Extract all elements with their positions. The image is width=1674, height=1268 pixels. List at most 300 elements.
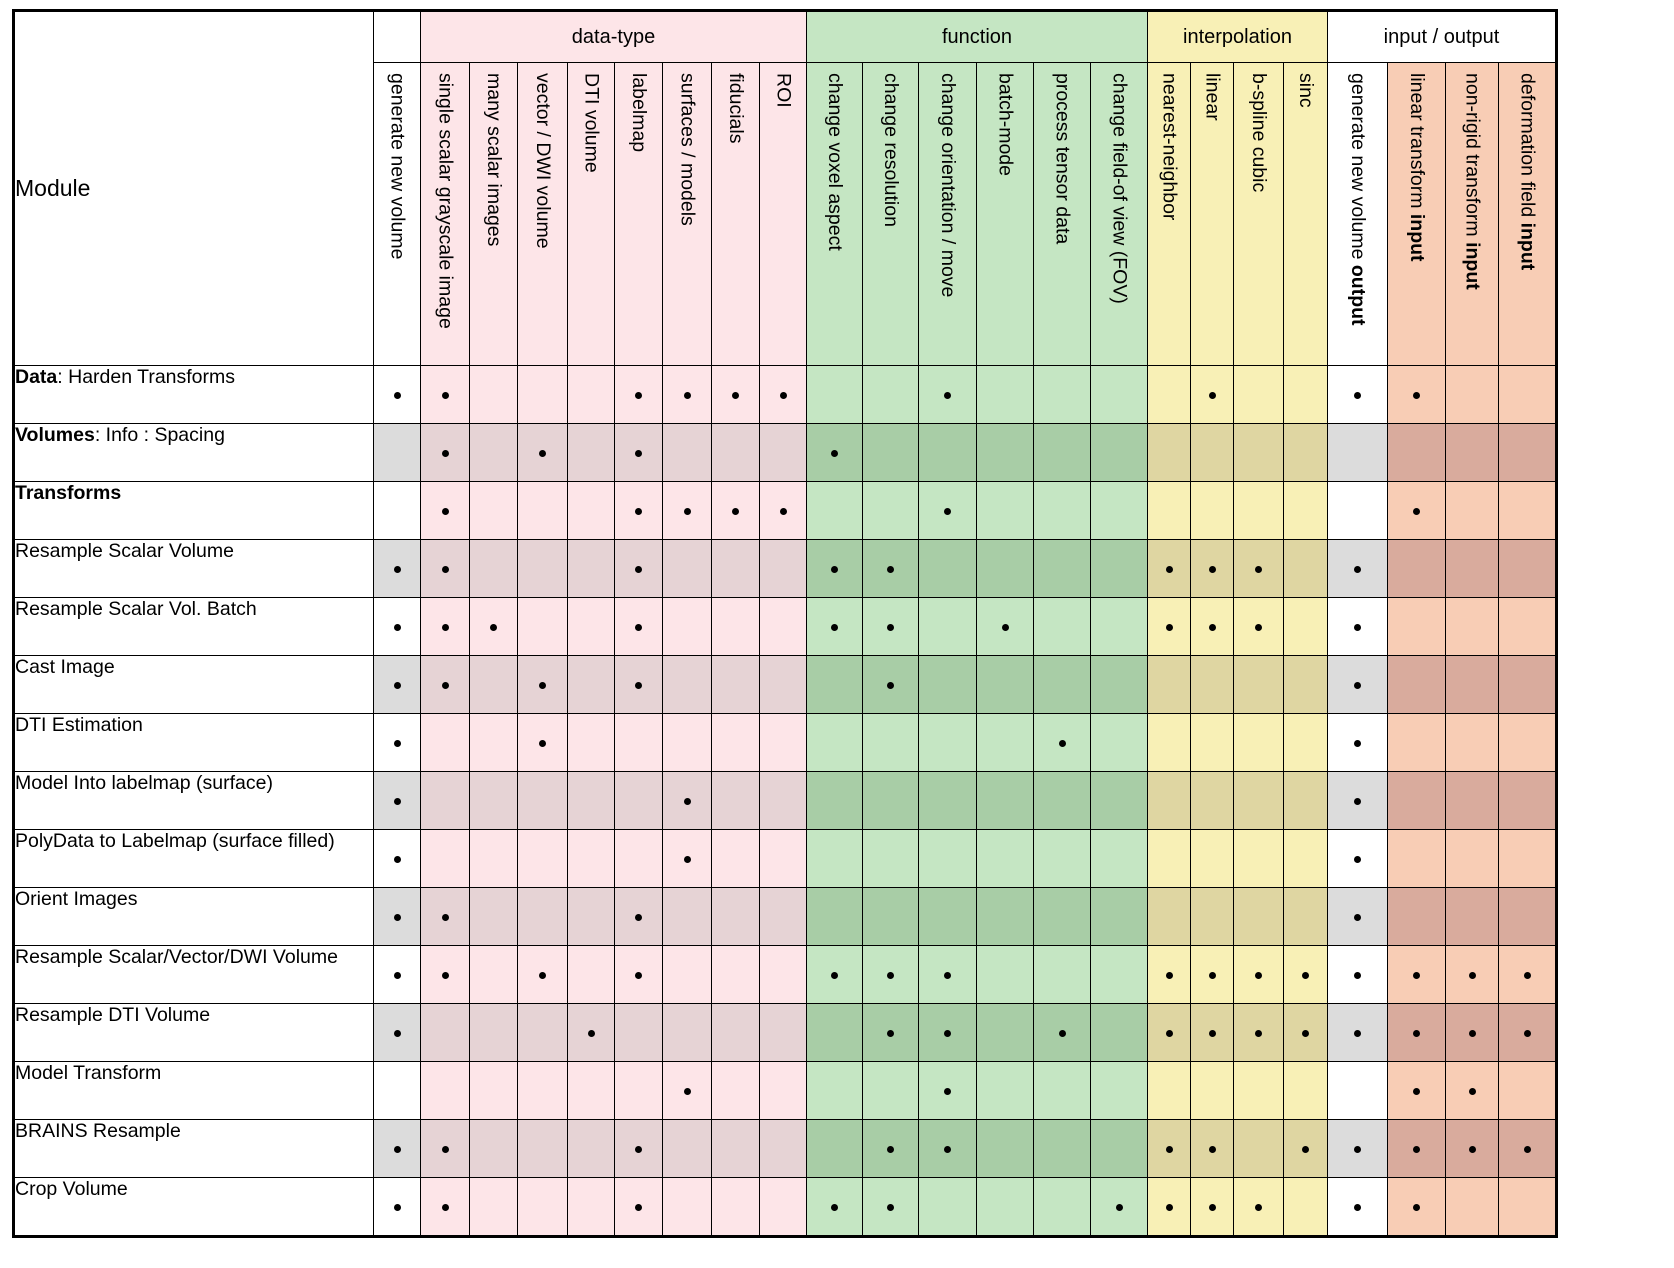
- matrix-cell: [1284, 540, 1328, 598]
- matrix-cell: [807, 482, 863, 540]
- checkmark-dot-icon: [887, 1030, 894, 1037]
- matrix-cell: [615, 888, 663, 946]
- matrix-cell: [807, 1004, 863, 1062]
- matrix-cell: [615, 366, 663, 424]
- matrix-cell: [1191, 1062, 1234, 1120]
- checkmark-dot-icon: [394, 682, 401, 689]
- matrix-cell: [807, 830, 863, 888]
- matrix-cell: [1091, 1062, 1148, 1120]
- matrix-cell: [1091, 888, 1148, 946]
- matrix-cell: [977, 1004, 1034, 1062]
- column-header: [615, 63, 663, 366]
- matrix-cell: [470, 540, 518, 598]
- column-header: [1034, 63, 1091, 366]
- checkmark-dot-icon: [944, 972, 951, 979]
- matrix-cell: [421, 656, 470, 714]
- matrix-cell: [470, 714, 518, 772]
- matrix-cell: [518, 598, 568, 656]
- matrix-cell: [1034, 482, 1091, 540]
- checkmark-dot-icon: [394, 1030, 401, 1037]
- checkmark-dot-icon: [1354, 1030, 1361, 1037]
- checkmark-dot-icon: [1469, 1088, 1476, 1095]
- table-row: [14, 772, 1557, 830]
- matrix-cell: [374, 946, 421, 1004]
- checkmark-dot-icon: [831, 566, 838, 573]
- matrix-cell: [1284, 830, 1328, 888]
- matrix-cell: [1191, 366, 1234, 424]
- matrix-cell: [518, 888, 568, 946]
- column-header: [1148, 63, 1191, 366]
- matrix-cell: [712, 656, 760, 714]
- matrix-cell: [1388, 482, 1446, 540]
- matrix-cell: [1034, 656, 1091, 714]
- matrix-cell: [977, 1062, 1034, 1120]
- checkmark-dot-icon: [944, 508, 951, 515]
- module-name: [14, 1120, 374, 1178]
- matrix-cell: [374, 1062, 421, 1120]
- matrix-cell: [1284, 1178, 1328, 1237]
- matrix-cell: [919, 598, 977, 656]
- matrix-cell: [807, 366, 863, 424]
- group-header: function: [807, 11, 1148, 63]
- matrix-cell: [1091, 1120, 1148, 1178]
- matrix-cell: [919, 1004, 977, 1062]
- checkmark-dot-icon: [1059, 1030, 1066, 1037]
- matrix-cell: [374, 482, 421, 540]
- matrix-cell: [1499, 1120, 1557, 1178]
- matrix-cell: [919, 656, 977, 714]
- checkmark-dot-icon: [1413, 508, 1420, 515]
- matrix-cell: [1234, 946, 1284, 1004]
- checkmark-dot-icon: [1209, 392, 1216, 399]
- matrix-cell: [863, 424, 919, 482]
- column-header: [760, 63, 807, 366]
- matrix-cell: [1148, 1120, 1191, 1178]
- module-name: [14, 1062, 374, 1120]
- matrix-cell: [1234, 656, 1284, 714]
- checkmark-dot-icon: [539, 682, 546, 689]
- matrix-cell: [1191, 772, 1234, 830]
- matrix-cell: [374, 366, 421, 424]
- matrix-cell: [374, 1178, 421, 1237]
- checkmark-dot-icon: [1413, 972, 1420, 979]
- matrix-cell: [615, 1004, 663, 1062]
- matrix-cell: [1328, 830, 1388, 888]
- matrix-cell: [1234, 1120, 1284, 1178]
- matrix-cell: [663, 424, 712, 482]
- matrix-cell: [568, 1178, 615, 1237]
- matrix-cell: [977, 424, 1034, 482]
- matrix-cell: [663, 772, 712, 830]
- matrix-cell: [374, 598, 421, 656]
- matrix-cell: [1388, 656, 1446, 714]
- matrix-cell: [1191, 714, 1234, 772]
- checkmark-dot-icon: [442, 1204, 449, 1211]
- module-name: [14, 598, 374, 656]
- matrix-cell: [1499, 946, 1557, 1004]
- matrix-cell: [1284, 946, 1328, 1004]
- matrix-cell: [1499, 1178, 1557, 1237]
- matrix-cell: [1328, 424, 1388, 482]
- column-header: [1234, 63, 1284, 366]
- matrix-cell: [470, 1178, 518, 1237]
- matrix-cell: [1284, 1120, 1328, 1178]
- matrix-cell: [1446, 1004, 1499, 1062]
- matrix-cell: [760, 888, 807, 946]
- matrix-cell: [863, 656, 919, 714]
- matrix-cell: [568, 656, 615, 714]
- matrix-cell: [760, 1120, 807, 1178]
- checkmark-dot-icon: [442, 508, 449, 515]
- matrix-cell: [977, 772, 1034, 830]
- checkmark-dot-icon: [1469, 972, 1476, 979]
- matrix-cell: [518, 830, 568, 888]
- matrix-cell: [863, 482, 919, 540]
- matrix-cell: [1328, 656, 1388, 714]
- matrix-cell: [807, 772, 863, 830]
- checkmark-dot-icon: [1166, 1204, 1173, 1211]
- matrix-cell: [1191, 1178, 1234, 1237]
- matrix-cell: [712, 482, 760, 540]
- matrix-cell: [977, 714, 1034, 772]
- checkmark-dot-icon: [1354, 624, 1361, 631]
- matrix-cell: [615, 482, 663, 540]
- matrix-cell: [374, 888, 421, 946]
- matrix-cell: [421, 888, 470, 946]
- checkmark-dot-icon: [1209, 972, 1216, 979]
- matrix-cell: [663, 1120, 712, 1178]
- matrix-cell: [1191, 1120, 1234, 1178]
- matrix-cell: [470, 888, 518, 946]
- matrix-cell: [470, 1062, 518, 1120]
- matrix-cell: [1499, 888, 1557, 946]
- matrix-cell: [421, 1004, 470, 1062]
- matrix-cell: [712, 714, 760, 772]
- matrix-cell: [1091, 1178, 1148, 1237]
- checkmark-dot-icon: [635, 566, 642, 573]
- table-row: [14, 424, 1557, 482]
- matrix-cell: [1328, 714, 1388, 772]
- matrix-cell: [1034, 540, 1091, 598]
- checkmark-dot-icon: [1354, 1204, 1361, 1211]
- checkmark-dot-icon: [1255, 1030, 1262, 1037]
- matrix-cell: [760, 482, 807, 540]
- matrix-cell: [712, 830, 760, 888]
- matrix-cell: [1234, 1004, 1284, 1062]
- column-label: sinc: [1295, 73, 1318, 108]
- checkmark-dot-icon: [539, 740, 546, 747]
- matrix-cell: [1191, 598, 1234, 656]
- matrix-cell: [568, 1004, 615, 1062]
- checkmark-dot-icon: [1209, 624, 1216, 631]
- matrix-cell: [518, 946, 568, 1004]
- column-label: ROI: [772, 73, 795, 108]
- matrix-cell: [1091, 424, 1148, 482]
- matrix-cell: [421, 1062, 470, 1120]
- matrix-cell: [1328, 1004, 1388, 1062]
- checkmark-dot-icon: [887, 682, 894, 689]
- matrix-cell: [1446, 946, 1499, 1004]
- checkmark-dot-icon: [887, 624, 894, 631]
- table-row: [14, 1062, 1557, 1120]
- column-header: [1284, 63, 1328, 366]
- matrix-cell: [1148, 598, 1191, 656]
- column-label: change field-of view (FOV): [1108, 73, 1131, 304]
- checkmark-dot-icon: [635, 1204, 642, 1211]
- matrix-cell: [518, 540, 568, 598]
- table-row: [14, 1178, 1557, 1237]
- checkmark-dot-icon: [442, 914, 449, 921]
- checkmark-dot-icon: [1302, 972, 1309, 979]
- checkmark-dot-icon: [780, 392, 787, 399]
- matrix-cell: [1446, 482, 1499, 540]
- matrix-cell: [421, 830, 470, 888]
- column-header: [374, 63, 421, 366]
- matrix-cell: [1091, 830, 1148, 888]
- table-row: [14, 482, 1557, 540]
- checkmark-dot-icon: [1524, 1030, 1531, 1037]
- matrix-cell: [421, 714, 470, 772]
- column-header: [919, 63, 977, 366]
- matrix-cell: [1148, 1062, 1191, 1120]
- matrix-cell: [1284, 366, 1328, 424]
- matrix-cell: [663, 946, 712, 1004]
- checkmark-dot-icon: [1166, 1030, 1173, 1037]
- module-name: [14, 714, 374, 772]
- checkmark-dot-icon: [887, 1204, 894, 1211]
- matrix-cell: [1284, 1004, 1328, 1062]
- matrix-cell: [1328, 1178, 1388, 1237]
- matrix-cell: [470, 830, 518, 888]
- matrix-cell: [1499, 482, 1557, 540]
- matrix-cell: [615, 656, 663, 714]
- matrix-cell: [470, 366, 518, 424]
- column-header: [807, 63, 863, 366]
- matrix-cell: [977, 366, 1034, 424]
- matrix-cell: [919, 1120, 977, 1178]
- matrix-cell: [712, 1062, 760, 1120]
- matrix-cell: [615, 714, 663, 772]
- matrix-cell: [615, 830, 663, 888]
- matrix-cell: [1446, 1120, 1499, 1178]
- matrix-cell: [1388, 1178, 1446, 1237]
- checkmark-dot-icon: [635, 1146, 642, 1153]
- checkmark-dot-icon: [442, 972, 449, 979]
- column-label: linear: [1201, 73, 1224, 121]
- matrix-cell: [863, 598, 919, 656]
- checkmark-dot-icon: [944, 1146, 951, 1153]
- module-label: BRAINS Resample: [15, 1120, 181, 1142]
- matrix-cell: [1284, 888, 1328, 946]
- matrix-cell: [568, 424, 615, 482]
- matrix-cell: [1234, 714, 1284, 772]
- checkmark-dot-icon: [1209, 566, 1216, 573]
- matrix-cell: [807, 598, 863, 656]
- checkmark-dot-icon: [394, 624, 401, 631]
- matrix-cell: [1148, 424, 1191, 482]
- module-name: [14, 772, 374, 830]
- column-label: change resolution: [880, 73, 903, 227]
- matrix-cell: [1499, 366, 1557, 424]
- column-header: [712, 63, 760, 366]
- matrix-cell: [568, 888, 615, 946]
- matrix-cell: [760, 714, 807, 772]
- matrix-cell: [863, 366, 919, 424]
- checkmark-dot-icon: [394, 740, 401, 747]
- matrix-cell: [807, 888, 863, 946]
- matrix-cell: [568, 1120, 615, 1178]
- checkmark-dot-icon: [684, 798, 691, 805]
- matrix-cell: [760, 1062, 807, 1120]
- checkmark-dot-icon: [1302, 1030, 1309, 1037]
- matrix-cell: [421, 946, 470, 1004]
- matrix-cell: [470, 1120, 518, 1178]
- module-name: [14, 482, 374, 540]
- checkmark-dot-icon: [1354, 914, 1361, 921]
- checkmark-dot-icon: [394, 856, 401, 863]
- matrix-cell: [1328, 366, 1388, 424]
- checkmark-dot-icon: [635, 508, 642, 515]
- matrix-cell: [760, 1004, 807, 1062]
- matrix-cell: [1284, 598, 1328, 656]
- matrix-cell: [1284, 772, 1328, 830]
- matrix-cell: [518, 1178, 568, 1237]
- matrix-cell: [712, 1120, 760, 1178]
- matrix-cell: [977, 540, 1034, 598]
- checkmark-dot-icon: [1354, 1146, 1361, 1153]
- checkmark-dot-icon: [1413, 392, 1420, 399]
- matrix-cell: [807, 1062, 863, 1120]
- matrix-cell: [663, 714, 712, 772]
- module-label: PolyData to Labelmap (surface filled): [15, 830, 335, 852]
- checkmark-dot-icon: [1354, 856, 1361, 863]
- matrix-cell: [1091, 540, 1148, 598]
- matrix-cell: [760, 424, 807, 482]
- column-header: [518, 63, 568, 366]
- matrix-cell: [760, 1178, 807, 1237]
- matrix-cell: [1328, 598, 1388, 656]
- matrix-cell: [863, 888, 919, 946]
- matrix-cell: [1499, 714, 1557, 772]
- matrix-cell: [663, 1178, 712, 1237]
- matrix-cell: [1148, 946, 1191, 1004]
- matrix-cell: [1284, 1062, 1328, 1120]
- matrix-cell: [919, 366, 977, 424]
- module-label: Resample Scalar Vol. Batch: [15, 598, 257, 620]
- matrix-cell: [470, 424, 518, 482]
- checkmark-dot-icon: [732, 392, 739, 399]
- matrix-cell: [1446, 714, 1499, 772]
- module-name: [14, 656, 374, 714]
- matrix-cell: [712, 772, 760, 830]
- matrix-cell: [518, 366, 568, 424]
- matrix-cell: [615, 540, 663, 598]
- column-label: process tensor data: [1051, 73, 1074, 245]
- matrix-cell: [1284, 656, 1328, 714]
- matrix-cell: [1234, 540, 1284, 598]
- module-name: [14, 1004, 374, 1062]
- matrix-cell: [1234, 1178, 1284, 1237]
- group-header: interpolation: [1148, 11, 1328, 63]
- column-label: change orientation / move: [937, 73, 960, 298]
- matrix-cell: [1234, 888, 1284, 946]
- matrix-cell: [1446, 656, 1499, 714]
- matrix-cell: [712, 1004, 760, 1062]
- matrix-cell: [1499, 1062, 1557, 1120]
- checkmark-dot-icon: [539, 450, 546, 457]
- matrix-cell: [1388, 946, 1446, 1004]
- checkmark-dot-icon: [1354, 798, 1361, 805]
- column-label: nearest-neighbor: [1158, 73, 1181, 221]
- checkmark-dot-icon: [944, 1030, 951, 1037]
- checkmark-dot-icon: [1354, 566, 1361, 573]
- checkmark-dot-icon: [442, 682, 449, 689]
- matrix-cell: [1034, 946, 1091, 1004]
- matrix-cell: [1446, 1178, 1499, 1237]
- column-header: [421, 63, 470, 366]
- column-header: [663, 63, 712, 366]
- matrix-cell: [1034, 1062, 1091, 1120]
- checkmark-dot-icon: [635, 624, 642, 631]
- matrix-cell: [421, 424, 470, 482]
- checkmark-dot-icon: [1354, 972, 1361, 979]
- matrix-cell: [518, 424, 568, 482]
- checkmark-dot-icon: [442, 566, 449, 573]
- matrix-cell: [374, 1004, 421, 1062]
- matrix-cell: [919, 1178, 977, 1237]
- column-label: labelmap: [628, 73, 651, 153]
- checkmark-dot-icon: [442, 450, 449, 457]
- matrix-cell: [919, 888, 977, 946]
- matrix-cell: [760, 830, 807, 888]
- matrix-cell: [1034, 772, 1091, 830]
- matrix-cell: [919, 772, 977, 830]
- matrix-cell: [663, 598, 712, 656]
- module-label: Resample Scalar Volume: [15, 540, 234, 562]
- column-header: [863, 63, 919, 366]
- matrix-cell: [1191, 656, 1234, 714]
- matrix-cell: [374, 424, 421, 482]
- matrix-cell: [919, 482, 977, 540]
- matrix-cell: [919, 830, 977, 888]
- checkmark-dot-icon: [539, 972, 546, 979]
- matrix-cell: [1499, 540, 1557, 598]
- matrix-cell: [977, 946, 1034, 1004]
- checkmark-dot-icon: [1002, 624, 1009, 631]
- matrix-cell: [977, 830, 1034, 888]
- matrix-cell: [977, 888, 1034, 946]
- group-header: input / output: [1328, 11, 1557, 63]
- matrix-cell: [1388, 540, 1446, 598]
- matrix-cell: [1191, 540, 1234, 598]
- matrix-cell: [1034, 1120, 1091, 1178]
- matrix-cell: [1499, 772, 1557, 830]
- column-label-emphasis: output: [1347, 264, 1370, 326]
- matrix-cell: [1091, 772, 1148, 830]
- matrix-cell: [518, 656, 568, 714]
- checkmark-dot-icon: [1255, 624, 1262, 631]
- matrix-cell: [518, 714, 568, 772]
- matrix-cell: [470, 772, 518, 830]
- matrix-cell: [1091, 598, 1148, 656]
- checkmark-dot-icon: [780, 508, 787, 515]
- matrix-cell: [421, 540, 470, 598]
- matrix-cell: [1234, 366, 1284, 424]
- matrix-cell: [712, 598, 760, 656]
- module-label: Model Into labelmap (surface): [15, 772, 273, 794]
- matrix-cell: [1034, 1004, 1091, 1062]
- matrix-cell: [1446, 830, 1499, 888]
